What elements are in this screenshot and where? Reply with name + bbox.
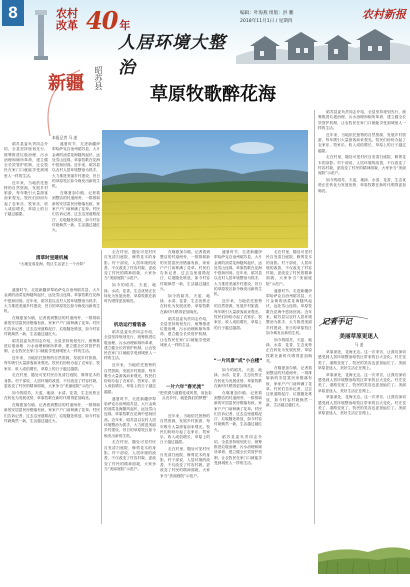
article-column-0-top bbox=[4, 142, 48, 252]
paragraph: 盛夏时节，走进新疆伊犁哈萨克自治州昭苏县，大片金黄的油菜花海随风起伏，远处雪山连绵，草原牧歌在花海中悠扬回荡。近年来，昭苏县以农村人居环境整治为抓手，大力推进美丽乡村建设，昔日的草原牧区如今焕发出新的生机。 bbox=[4, 288, 100, 314]
special-title: 人居环境大整治 bbox=[118, 33, 226, 78]
editor-line: 编辑：叶海燕 组版：洪 鹏 bbox=[240, 11, 294, 16]
paragraph: 如今的昭苏，天蓝、地绿、水清、花香，生态优势正在转化为发展优势，草原牧歌在新时代唱得更加响亮。 bbox=[214, 368, 262, 388]
paragraph: 草原深处，花海无边。这一次采访，让我们深切感受到人居环境整治给牧区带来的巨大变化。村庄变美了，道路变宽了，牧民的笑容也更加灿烂了。美丽草原更迷人，美好生活正在路上。 bbox=[318, 350, 406, 370]
paragraph: 盛夏时节，走进新疆伊犁哈萨克自治州昭苏县，大片金黄的油菜花海随风起伏，远处雪山连绵，草原牧歌在花海中悠扬回荡。近年来，昭苏县以农村人居环境整治为抓手，大力推进美丽乡村建设，昔日的草原牧区如今焕发出新的生机。 bbox=[214, 250, 262, 297]
article-column-3 bbox=[160, 414, 210, 524]
region-name: 新疆 bbox=[48, 73, 84, 94]
pull-quote-2: “把荒漠与道路变成风景，用色彩点亮乡村，就是我们的梦想” bbox=[158, 391, 212, 401]
article-column-1-top bbox=[52, 142, 100, 233]
column-divider bbox=[314, 110, 315, 524]
paragraph: 近年来，当地依托独特的自然资源，发展乡村旅游，每年吸引大量游客前来观光。牧民们纷纷办起了农家乐、牧家乐，收入成倍增长，草原上的日子越过越甜。 bbox=[214, 299, 262, 330]
paragraph: 近年来，当地依托独特的自然资源，发展乡村旅游，每年吸引大量游客前来观光。牧民们纷纷办起了农家乐、牧家乐，收入成倍增长，草原上的日子越过越甜。 bbox=[104, 363, 156, 394]
section-heading-3: 一片六年”春光流” bbox=[165, 385, 205, 390]
paragraph: 走在村里，随处可见村民自发清扫庭院、修剪花木的身影。村干部说，人居环境的改善，不仅改变了村容村貌，更改变了村民的精神面貌，大家争当“美丽庭院”示范户。 bbox=[266, 250, 312, 286]
region-tag: 昭苏县 bbox=[94, 66, 103, 90]
anniversary-number: 40 bbox=[86, 6, 118, 35]
paragraph: 昭苏县委负责同志介绍，全县坚持规划先行，统筹推进垃圾治理、污水治理和厕所革命，建立健全长效管护机制，让农牧民在家门口就能享受到城里人一样的生活。 bbox=[214, 434, 262, 466]
paragraph: 在喀夏加尔镇，记者看到整洁的村道两旁，一排排崭新的安居富民房错落有致，家家户户门前种满了花草。村民们告诉记者，过去这里道路泥泞、垃圾随处堆放，如今村容村貌焕然一新，生活越过越红火。 bbox=[160, 250, 210, 292]
paragraph: 在喀夏加尔镇，记者看到整洁的村道两旁，一排排崭新的安居富民房错落有致，家家户户门前种满了花草。村民们告诉记者，过去这里道路泥泞、垃圾随处堆放，如今村容村貌焕然一新，生活越过越红火。 bbox=[266, 365, 312, 407]
article-column-4-top bbox=[214, 250, 262, 354]
reporter-note-subtitle: 美丽草原更迷人 bbox=[339, 334, 379, 340]
column-logo-line-1: 农村 bbox=[56, 7, 78, 20]
paragraph: 如今的昭苏，天蓝、地绿、水清、花香，生态优势正在转化为发展优势，草原牧歌在新时代唱得更加响亮。 bbox=[266, 337, 312, 363]
paragraph: 草原深处，花海无边。这一次采访，让我们深切感受到人居环境整治给牧区带来的巨大变化。村庄变美了，道路变宽了，牧民的笑容也更加灿烂了。美丽草原更迷人，美好生活正在路上。 bbox=[318, 372, 406, 393]
section-heading-1: 清草时里建机械 bbox=[35, 256, 69, 261]
reporter-note-author: 马 凌 bbox=[354, 342, 364, 347]
article-column-4 bbox=[214, 368, 262, 524]
anniversary-suffix: 年 bbox=[119, 19, 130, 32]
paragraph: 如今的昭苏，天蓝、地绿、水清、花香，生态优势正在转化为发展优势，草原牧歌在新时代唱得更加响亮。 bbox=[318, 178, 406, 193]
section-heading-4: “一片风景”成“小白楼” bbox=[213, 359, 263, 364]
article-column-right-top bbox=[318, 110, 406, 310]
paragraph: 昭苏县委负责同志介绍，全县坚持规划先行，统筹推进垃圾治理、污水治理和厕所革命，建立健全长效管护机制，让农牧民在家门口就能享受到城里人一样的生活。 bbox=[4, 142, 48, 178]
paper-logo: 农村新报 bbox=[362, 8, 406, 21]
paragraph: 昭苏县委负责同志介绍，全县坚持规划先行，统筹推进垃圾治理、污水治理和厕所革命，建立健全长效管护机制，让农牧民在家门口就能享受到城里人一样的生活。 bbox=[4, 338, 100, 354]
paragraph: 走在村里，随处可见村民自发清扫庭院、修剪花木的身影。村干部说，人居环境的改善，不仅改变了村容村貌，更改变了村民的精神面貌，大家争当“美丽庭院”示范户。 bbox=[4, 373, 100, 389]
paragraph: 近年来，当地依托独特的自然资源，发展乡村旅游，每年吸引大量游客前来观光。牧民们纷纷办起了农家乐、牧家乐，收入成倍增长，草原上的日子越过越甜。 bbox=[4, 356, 100, 371]
paragraph: 在喀夏加尔镇，记者看到整洁的村道两旁，一排排崭新的安居富民房错落有致，家家户户门前种满了花草。村民们告诉记者，过去这里道路泥泞、垃圾随处堆放，如今村容村貌焕然一新，生活越过越红火。 bbox=[52, 191, 100, 233]
village-illustration bbox=[236, 22, 410, 64]
column-logo-line-2: 改革 bbox=[56, 19, 78, 32]
paragraph: 近年来，当地依托独特的自然资源，发展乡村旅游，每年吸引大量游客前来观光。牧民们纷纷办起了农家乐、牧家乐，收入成倍增长，草原上的日子越过越甜。 bbox=[160, 414, 210, 445]
paragraph: 草原深处，花海无边。这一次采访，让我们深切感受到人居环境整治给牧区带来的巨大变化。村庄变美了，道路变宽了，牧民的笑容也更加灿烂了。美丽草原更迷人，美好生活正在路上。 bbox=[318, 395, 406, 416]
article-byline: 本报记者 马 凌 bbox=[52, 135, 78, 140]
paragraph: 在喀夏加尔镇，记者看到整洁的村道两旁，一排排崭新的安居富民房错落有致，家家户户门前种满了花草。村民们告诉记者，过去这里道路泥泞、垃圾随处堆放，如今村容村貌焕然一新，生活越过越红火。 bbox=[214, 390, 262, 432]
paragraph: 如今的昭苏，天蓝、地绿、水清、花香，生态优势正在转化为发展优势，草原牧歌在新时代唱得更加响亮。 bbox=[160, 293, 210, 314]
paragraph: 盛夏时节，走进新疆伊犁哈萨克自治州昭苏县，大片金黄的油菜花海随风起伏，远处雪山连绵，草原牧歌在花海中悠扬回荡。近年来，昭苏县以农村人居环境整治为抓手，大力推进美丽乡村建设，昔日的草原牧区如今焕发出新的生机。 bbox=[266, 288, 312, 335]
paragraph: 在喀夏加尔镇，记者看到整洁的村道两旁，一排排崭新的安居富民房错落有致，家家户户门前种满了花草。村民们告诉记者，过去这里道路泥泞、垃圾随处堆放，如今村容村貌焕然一新，生活越过越红火。 bbox=[4, 315, 100, 336]
paragraph: 昭苏县委负责同志介绍，全县坚持规划先行，统筹推进垃圾治理、污水治理和厕所革命，建立健全长效管护机制，让农牧民在家门口就能享受到城里人一样的生活。 bbox=[160, 316, 210, 348]
monument-pillar-icon bbox=[32, 8, 50, 60]
paragraph: 近年来，当地依托独特的自然资源，发展乡村旅游，每年吸引大量游客前来观光。牧民们纷纷办起了农家乐、牧家乐，收入成倍增长，草原上的日子越过越甜。 bbox=[4, 180, 48, 217]
paragraph: 如今的昭苏，天蓝、地绿、水清、花香，生态优势正在转化为发展优势，草原牧歌在新时代唱得更加响亮。 bbox=[104, 283, 156, 304]
region-label bbox=[48, 60, 104, 116]
article-column-3-top bbox=[160, 250, 210, 382]
rapeseed-field-photo bbox=[102, 130, 308, 248]
paragraph: 走在村里，随处可见村民自发清扫庭院、修剪花木的身影。村干部说，人居环境的改善，不仅改变了村容村貌，更改变了村民的精神面貌，大家争当“美丽庭院”示范户。 bbox=[160, 447, 210, 478]
paragraph: 昭苏县委负责同志介绍，全县坚持规划先行，统筹推进垃圾治理、污水治理和厕所革命，建立健全长效管护机制，让农牧民在家门口就能享受到城里人一样的生活。 bbox=[104, 330, 156, 361]
paragraph: 盛夏时节，走进新疆伊犁哈萨克自治州昭苏县，大片金黄的油菜花海随风起伏，远处雪山连绵，草原牧歌在花海中悠扬回荡。近年来，昭苏县以农村人居环境整治为抓手，大力推进美丽乡村建设，昔日的草原牧区如今焕发出新的生机。 bbox=[104, 396, 156, 438]
paragraph: 走在村里，随处可见村民自发清扫庭院、修剪花木的身影。村干部说，人居环境的改善，不仅改变了村容村貌，更改变了村民的精神面貌，大家争当“美丽庭院”示范户。 bbox=[104, 250, 156, 281]
grassland-footer-image bbox=[318, 524, 410, 574]
article-column-2-top bbox=[104, 250, 156, 320]
paragraph: 近年来，当地依托独特的自然资源，发展乡村旅游，每年吸引大量游客前来观光。牧民们纷纷办起了农家乐、牧家乐，收入成倍增长，草原上的日子越过越甜。 bbox=[318, 132, 406, 153]
column-divider bbox=[101, 250, 102, 524]
article-title: 草原牧歌醉花海 bbox=[150, 84, 276, 105]
article-column-1 bbox=[4, 288, 100, 524]
article-column-5 bbox=[266, 250, 312, 524]
paragraph: 盛夏时节，走进新疆伊犁哈萨克自治州昭苏县，大片金黄的油菜花海随风起伏，远处雪山连绵，草原牧歌在花海中悠扬回荡。近年来，昭苏县以农村人居环境整治为抓手，大力推进美丽乡村建设，昔日的草原牧区如今焕发出新的生机。 bbox=[52, 142, 100, 189]
paragraph: 如今的昭苏，天蓝、地绿、水清、花香，生态优势正在转化为发展优势，草原牧歌在新时代唱得更加响亮。 bbox=[4, 390, 100, 401]
reporter-note-title: 记者手记 bbox=[322, 317, 352, 326]
paragraph: 走在村里，随处可见村民自发清扫庭院、修剪花木的身影。村干部说，人居环境的改善，不仅改变了村容村貌，更改变了村民的精神面貌，大家争当“美丽庭院”示范户。 bbox=[104, 440, 156, 471]
article-column-2 bbox=[104, 330, 156, 524]
paragraph: 在喀夏加尔镇，记者看到整洁的村道两旁，一排排崭新的安居富民房错落有致，家家户户门前种满了花草。村民们告诉记者，过去这里道路泥泞、垃圾随处堆放，如今村容村貌焕然一新，生活越过越红火。 bbox=[4, 402, 100, 423]
page-number: 8 bbox=[2, 0, 24, 26]
paragraph: 昭苏县委负责同志介绍，全县坚持规划先行，统筹推进垃圾治理、污水治理和厕所革命，建立健全长效管护机制，让农牧民在家门口就能享受到城里人一样的生活。 bbox=[318, 110, 406, 130]
paragraph: 走在村里，随处可见村民自发清扫庭院、修剪花木的身影。村干部说，人居环境的改善，不仅改变了村容村貌，更改变了村民的精神面貌，大家争当“美丽庭院”示范户。 bbox=[318, 155, 406, 176]
pull-quote-1: “大地变成花海，牧区生活更上一个台阶” bbox=[18, 262, 86, 266]
section-heading-2: 机动运行看装备 bbox=[113, 323, 147, 328]
reporter-note-body bbox=[318, 350, 406, 522]
date-line: 2018年11月1日 / 星期四 bbox=[240, 19, 293, 24]
